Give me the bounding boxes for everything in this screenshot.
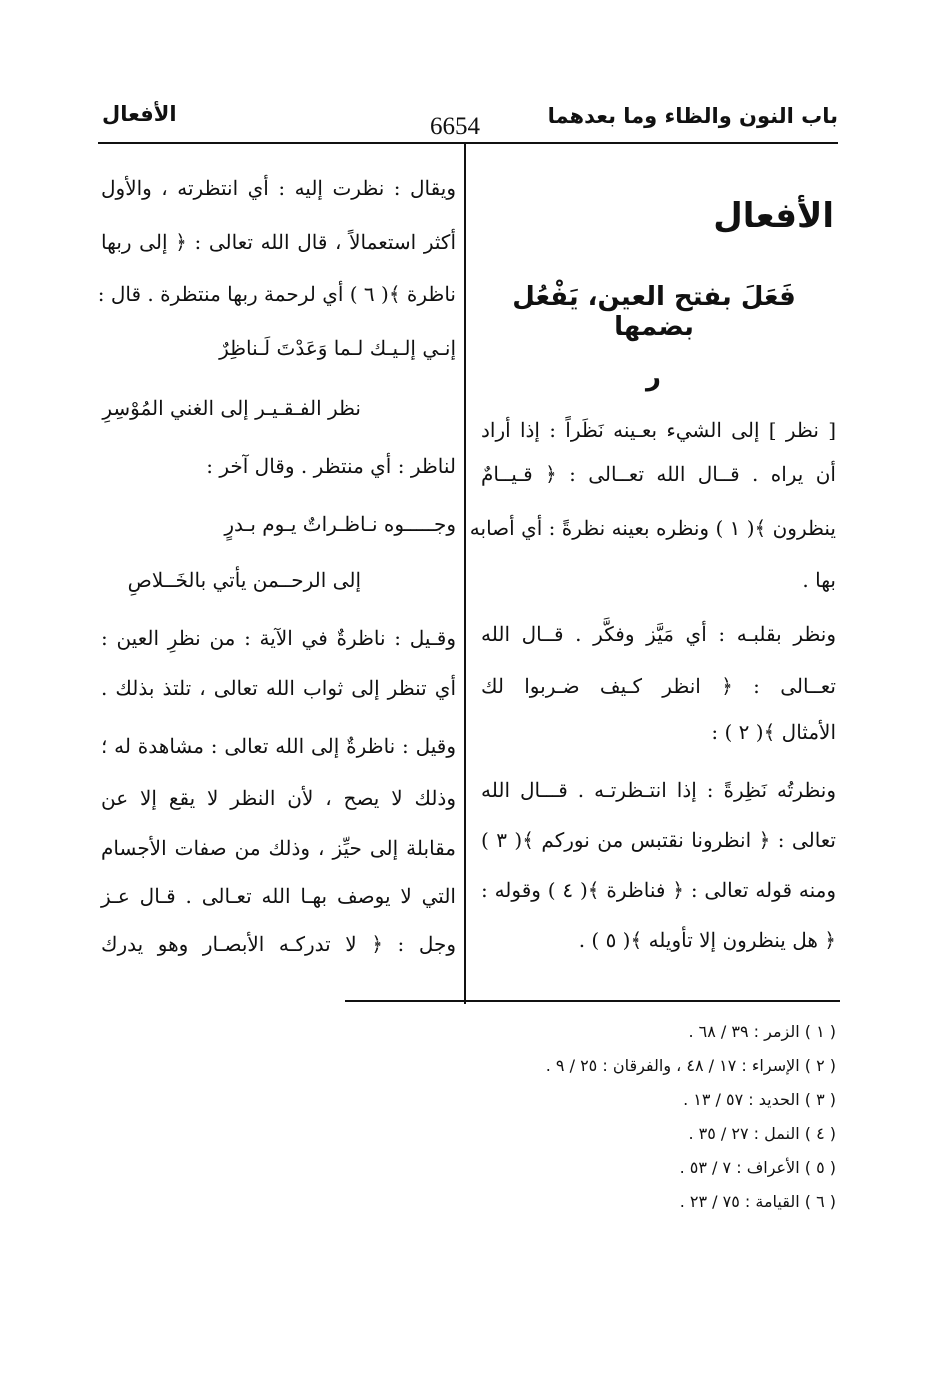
text-line: تعالى : ﴿ انظرونا نقتبس من نوركم ﴾( ٣ )	[481, 828, 836, 852]
text-line: ينظرون ﴾( ١ ) ونظره بعينه نظرةً : أي أصابه	[469, 516, 836, 540]
footnote: ( ٣ ) الحديد : ٥٧ / ١٣ .	[683, 1090, 836, 1109]
text-line: بها .	[802, 568, 836, 592]
text-line: ناظرة ﴾( ٦ ) أي لرحمة ربها منتظرة . قال :	[97, 282, 456, 306]
footnote: ( ١ ) الزمر : ٣٩ / ٦٨ .	[688, 1022, 836, 1041]
text-line: ﴿ هل ينظرون إلا تأويله ﴾( ٥ ) .	[578, 928, 836, 952]
text-line: ونظرتُه نَظِرةً : إذا انتـظرتـه . قـــال الله	[481, 778, 836, 802]
footnote: ( ٥ ) الأعراف : ٧ / ٥٣ .	[679, 1158, 836, 1177]
text-line: ويقال : نظرت إليه : أي انتظرته ، والأول	[101, 176, 456, 200]
running-header-section: الأفعال	[102, 102, 177, 126]
root-letter: ر	[646, 362, 661, 392]
section-subtitle: فَعَلَ بفتح العين، يَفْعُل بضمها	[512, 282, 796, 342]
text-line: التي لا يوصف بهـا الله تعـالى . قـال عـز	[101, 884, 456, 908]
text-line: الأمثال ﴾( ٢ ) :	[711, 720, 836, 744]
text-line: تعــالى : ﴿ انظر كـيف ضـربوا لك	[481, 674, 836, 698]
text-line: أي تنظر إلى ثواب الله تعالى ، تلتذ بذلك .	[101, 676, 456, 700]
text-line: ومنه قوله تعالى : ﴿ فناظرة ﴾( ٤ ) وقوله :	[481, 878, 836, 902]
poetry-verse: وجـــــوه نـاظـراتٌ يـوم بـدرٍ	[224, 512, 456, 536]
page-number: 6654	[430, 113, 480, 140]
text-line: أن يراه . قــال الله تعــالى : ﴿ قـيــامٌ	[481, 462, 836, 486]
text-line: لناظر : أي منتظر . وقال آخر :	[206, 454, 456, 478]
text-line: وقـيل : ناظرةٌ في الآية : من نظرِ العين :	[101, 626, 456, 650]
text-line: وقيل : ناظرةٌ إلى الله تعالى : مشاهدة له ؛	[101, 734, 456, 758]
poetry-verse: إلى الرحــمن يأتي بالخَــلاصِ	[127, 568, 361, 592]
column-divider	[464, 142, 466, 1004]
poetry-verse: إنـي إلـيـك لـما وَعَدْتَ لَـناظِرٌ	[219, 336, 456, 360]
text-line: وجل : ﴿ لا تدركـه الأبصـار وهو يدرك	[101, 932, 456, 956]
text-line: مقابلة إلى حيِّز ، وذلك من صفات الأجسام	[101, 836, 456, 860]
header-rule	[98, 142, 838, 144]
footnote: ( ٢ ) الإسراء : ١٧ / ٤٨ ، والفرقان : ٢٥ / ٩ .	[545, 1056, 836, 1075]
running-header-chapter: باب النون والظاء وما بعدهما	[547, 104, 838, 128]
text-line: ونظر بقلبـه : أي مَيَّز وفكَّر . قــال الله	[481, 622, 836, 646]
footnote: ( ٤ ) النمل : ٢٧ / ٣٥ .	[688, 1124, 836, 1143]
text-line: وذلك لا يصح ، لأن النظر لا يقع إلا عن	[101, 786, 456, 810]
poetry-verse: نظر الفـقـيـر إلى الغني المُوْسِرِ	[102, 396, 361, 420]
text-line: أكثر استعمالاً ، قال الله تعالى : ﴿ إلى ربها	[101, 230, 456, 254]
text-line: [ نظر ] إلى الشيء بعـينه نَظَراً : إذا أراد	[481, 418, 836, 442]
footnote-rule	[345, 1000, 840, 1002]
footnote: ( ٦ ) القيامة : ٧٥ / ٢٣ .	[679, 1192, 836, 1211]
section-title: الأفعال	[713, 196, 834, 236]
